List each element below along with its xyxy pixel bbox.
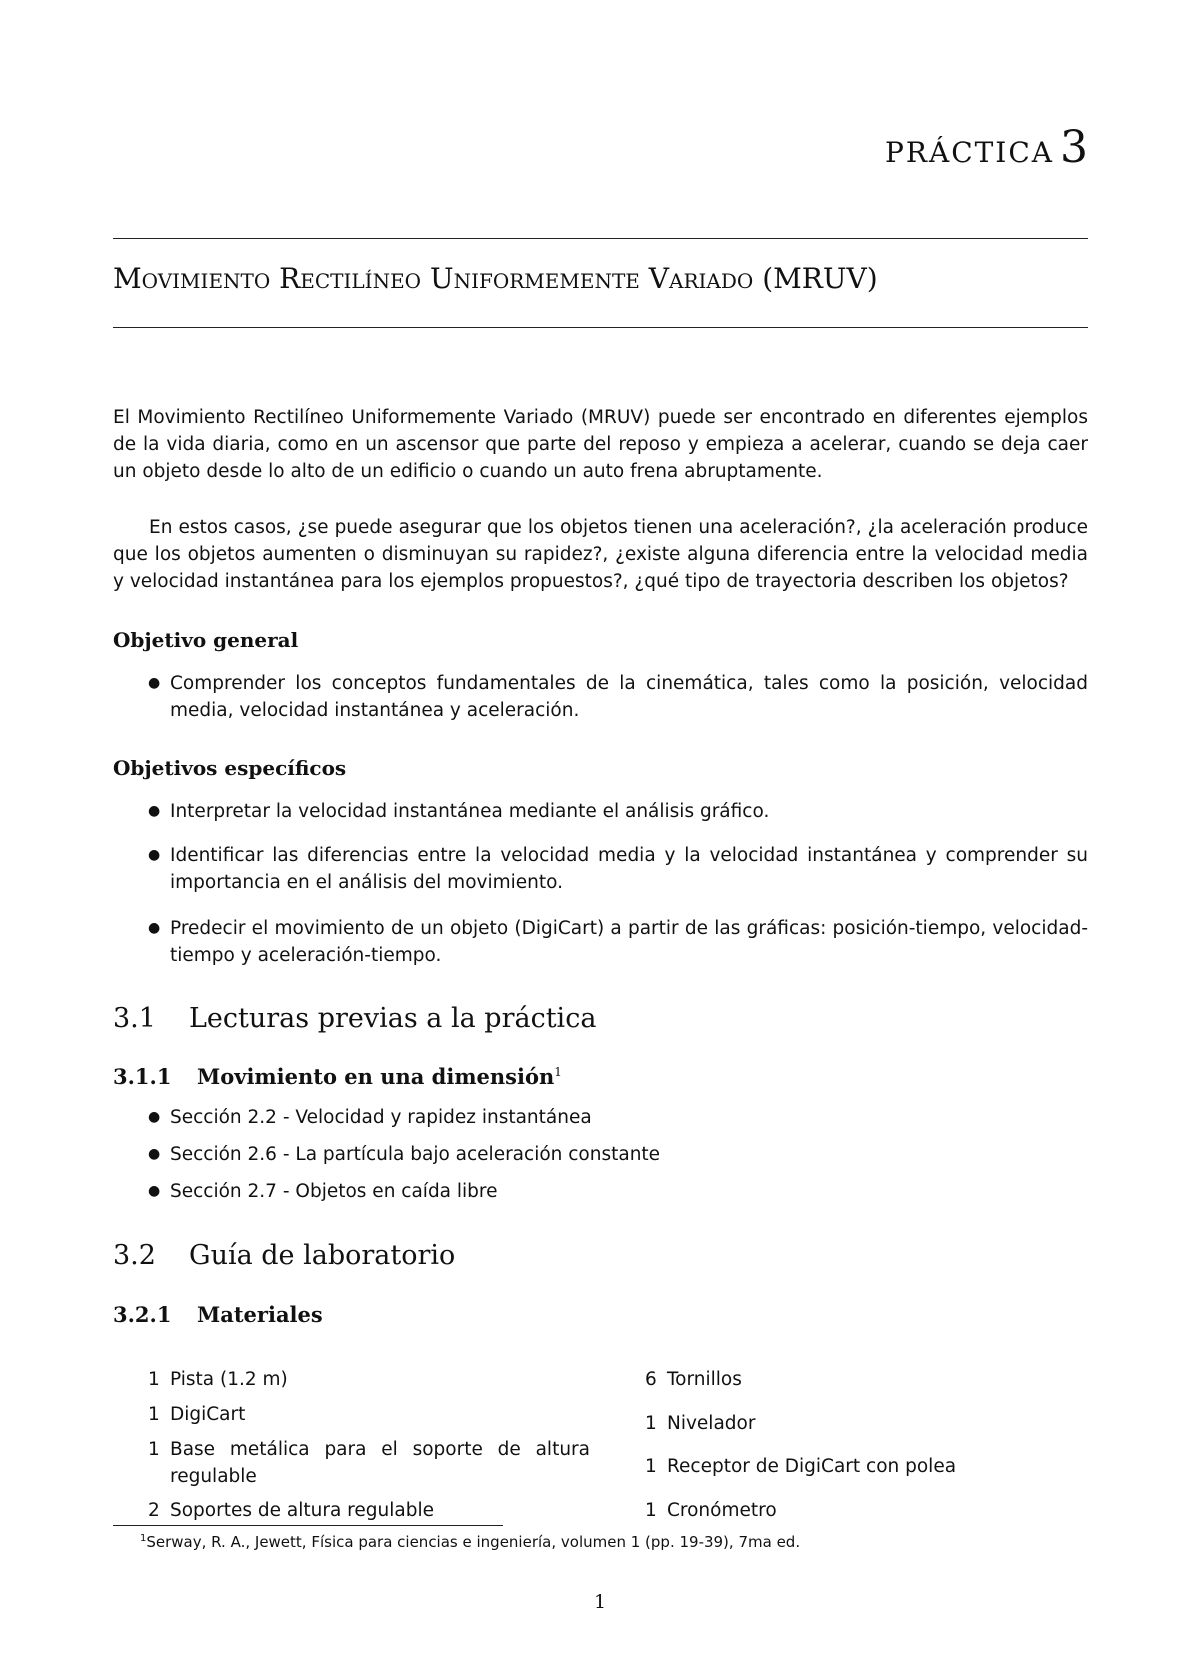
section-title: Lecturas previas a la práctica xyxy=(189,1003,597,1034)
objetivos-especificos-heading: Objetivos específicos xyxy=(113,756,347,780)
bullet-icon: ● xyxy=(148,1109,161,1125)
list-item-text: Sección 2.7 - Objetos en caída libre xyxy=(170,1181,498,1202)
list-item xyxy=(148,1178,1088,1205)
page-title: Movimiento Rectilíneo Uniformemente Variado (MRUV) xyxy=(113,262,878,295)
subsection-title: Materiales xyxy=(197,1302,323,1327)
list-item xyxy=(148,1141,1088,1168)
objetivo-general-list xyxy=(148,670,1088,724)
subsection-number: 3.2.1 xyxy=(113,1302,172,1327)
title-rule-bottom xyxy=(113,327,1088,328)
material-name: Pista (1.2 m) xyxy=(170,1369,288,1390)
material-name: DigiCart xyxy=(170,1404,246,1425)
chapter-label xyxy=(885,122,1088,173)
material-item xyxy=(148,1366,288,1393)
section-number: 3.2 xyxy=(113,1240,156,1271)
objetivos-especificos-list xyxy=(148,798,1088,825)
material-qty: 2 xyxy=(148,1500,160,1521)
material-item xyxy=(645,1366,742,1393)
bullet-icon: ● xyxy=(148,1146,161,1162)
intro-paragraph-2: En estos casos, ¿se puede asegurar que los objetos tienen una aceleración?, ¿la aceleración produce que los objetos aumenten o disminuyan su rapidez?, ¿existe alguna diferencia entre la velocidad media y velocidad instantánea para los ejemplos propuestos?, ¿qué tipo de trayectoria describen los objetos? xyxy=(113,517,1088,592)
objetivos-especificos-list xyxy=(148,915,1088,969)
list-item xyxy=(148,915,1088,969)
material-qty: 1 xyxy=(645,1500,657,1521)
intro-paragraph-1: El Movimiento Rectilíneo Uniformemente Variado (MRUV) puede ser encontrado en diferentes ejemplos de la vida diaria, como en un ascensor que parte del reposo y empieza a acelerar, cuando se deja caer un objeto desde lo alto de un edificio o cuando un auto frena abruptamente. xyxy=(113,407,1088,482)
bullet-icon: ● xyxy=(148,803,161,819)
list-item-text: Identificar las diferencias entre la velocidad media y la velocidad instantánea y comprender su importancia en el análisis del movimiento. xyxy=(170,845,1088,893)
material-item xyxy=(645,1497,777,1524)
material-name: Tornillos xyxy=(667,1369,742,1390)
page-number: 1 xyxy=(593,1591,607,1613)
material-name: Base metálica para el soporte de altura regulable xyxy=(170,1439,590,1487)
subsection-number: 3.1.1 xyxy=(113,1064,172,1089)
list-item xyxy=(148,842,1088,896)
material-name: Receptor de DigiCart con polea xyxy=(667,1456,957,1477)
material-qty: 1 xyxy=(645,1456,657,1477)
subsection-3-2-1-heading xyxy=(113,1302,323,1327)
section-number: 3.1 xyxy=(113,1003,156,1034)
list-item-text: Comprender los conceptos fundamentales de la cinemática, tales como la posición, velocidad media, velocidad instantánea y aceleración. xyxy=(170,673,1088,721)
lecturas-list xyxy=(148,1104,1088,1205)
material-qty: 6 xyxy=(645,1369,657,1390)
material-qty: 1 xyxy=(148,1439,160,1460)
objetivos-especificos-list xyxy=(148,842,1088,896)
list-item xyxy=(148,670,1088,724)
footnote xyxy=(140,1533,800,1551)
material-item xyxy=(148,1436,590,1490)
section-3-1-heading xyxy=(113,1003,596,1034)
material-qty: 1 xyxy=(148,1369,160,1390)
material-name: Soportes de altura regulable xyxy=(170,1500,434,1521)
material-item xyxy=(645,1453,956,1480)
footnote-rule xyxy=(113,1525,503,1526)
footnote-text: Serway, R. A., Jewett, Física para ciencias e ingeniería, volumen 1 (pp. 19-39), 7ma ed. xyxy=(146,1533,801,1551)
chapter-word: PRÁCTICA xyxy=(885,136,1054,169)
footnote-mark: 1 xyxy=(140,1533,147,1544)
list-item xyxy=(148,1104,1088,1131)
title-rule-top xyxy=(113,238,1088,239)
footnote-mark: 1 xyxy=(554,1065,562,1079)
material-item xyxy=(148,1497,434,1524)
objetivo-general-heading: Objetivo general xyxy=(113,628,299,652)
section-3-2-heading xyxy=(113,1240,455,1271)
section-title: Guía de laboratorio xyxy=(189,1240,456,1271)
material-name: Cronómetro xyxy=(667,1500,777,1521)
subsection-title: Movimiento en una dimensión xyxy=(197,1064,555,1089)
material-item xyxy=(148,1401,245,1428)
material-item xyxy=(645,1410,755,1437)
bullet-icon: ● xyxy=(148,1183,161,1199)
list-item-text: Predecir el movimiento de un objeto (DigiCart) a partir de las gráficas: posición-tiempo, velocidad-tiempo y aceleración-tiempo. xyxy=(170,918,1088,966)
bullet-icon: ● xyxy=(148,847,161,863)
material-name: Nivelador xyxy=(667,1413,756,1434)
bullet-icon: ● xyxy=(148,675,161,691)
material-qty: 1 xyxy=(645,1413,657,1434)
material-qty: 1 xyxy=(148,1404,160,1425)
chapter-number: 3 xyxy=(1060,122,1088,173)
list-item xyxy=(148,798,1088,825)
list-item-text: Sección 2.6 - La partícula bajo aceleración constante xyxy=(170,1144,661,1165)
list-item-text: Sección 2.2 - Velocidad y rapidez instantánea xyxy=(170,1107,592,1128)
bullet-icon: ● xyxy=(148,920,161,936)
list-item-text: Interpretar la velocidad instantánea mediante el análisis gráfico. xyxy=(170,801,770,822)
subsection-3-1-1-heading xyxy=(113,1064,562,1089)
